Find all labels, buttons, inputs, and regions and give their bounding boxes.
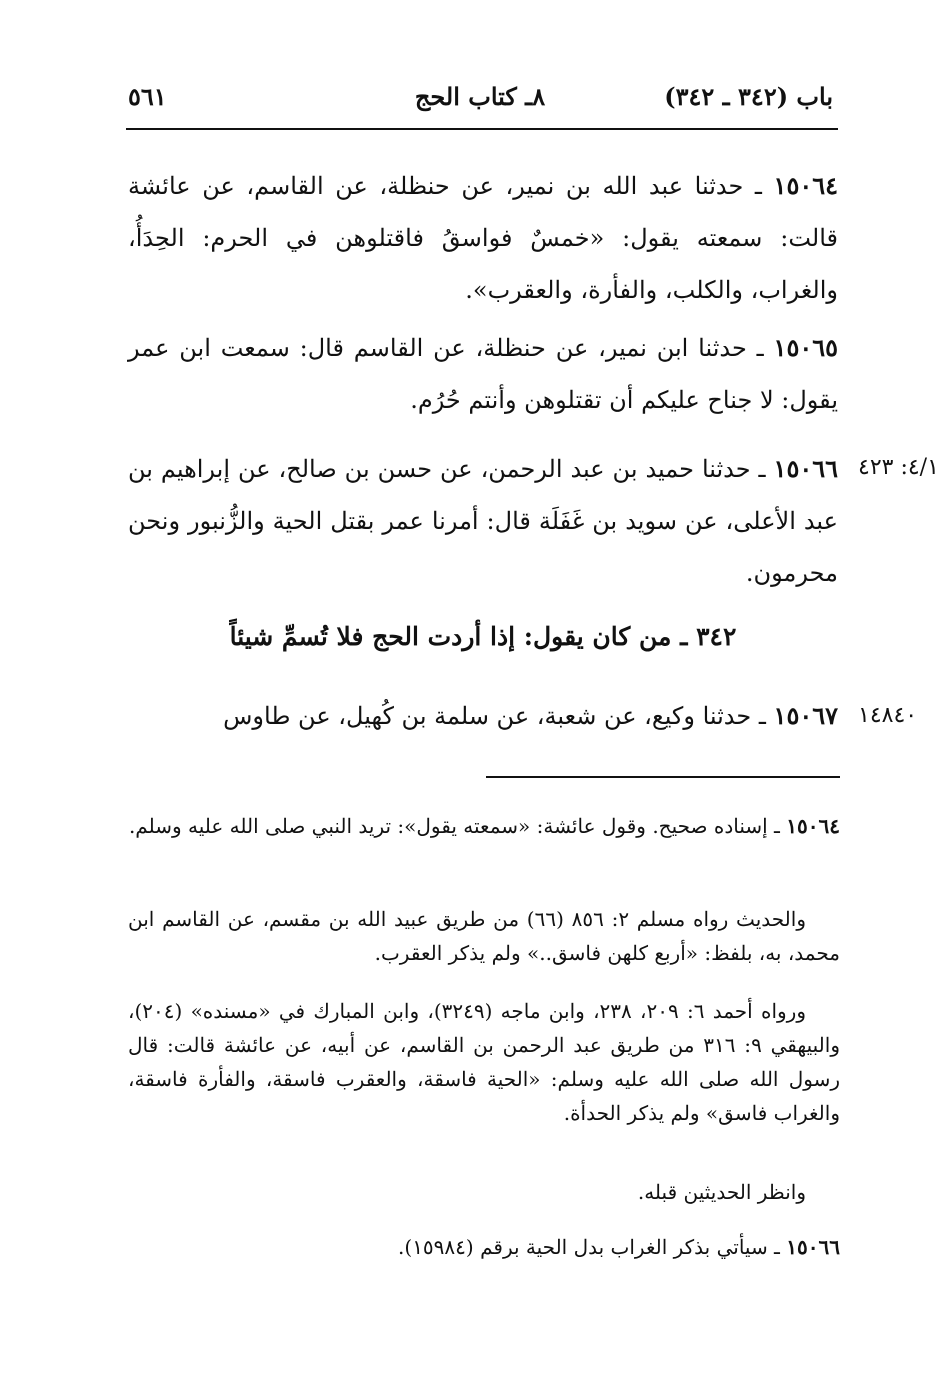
footnote-text: والحديث رواه مسلم ٢: ٨٥٦ (٦٦) من طريق عبيد الله بن مقسم، عن القاسم ابن محمد، به، بلفظ: «أربع كلهن فاسق..» ولم يذكر العقرب. bbox=[128, 907, 840, 965]
header-divider bbox=[126, 128, 838, 130]
footnote-number: ١٥٠٦٤ bbox=[786, 814, 840, 838]
hadith-15065 bbox=[128, 322, 838, 426]
footnote-text: ورواه أحمد ٦: ٢٠٩، ٢٣٨، وابن ماجه (٣٢٤٩)، وابن المبارك في «مسنده» (٢٠٤)، والبيهقي ٩: ٣١٦ من طريق عبد الرحمن بن القاسم، عن أبيه، عن عائشة قالت: قال رسول الله صلى الله عليه وسلم: «الحية فاسقة، والعقرب فاسقة، والفأرة فاسقة، والغراب فاسق» ولم يذكر الحدأة. bbox=[128, 999, 840, 1125]
footnote-15066 bbox=[128, 1230, 840, 1264]
hadith-text: ـ حدثنا ابن نمير، عن حنظلة، عن القاسم قال: سمعت ابن عمر يقول: لا جناح عليكم أن تقتلوهن وأنتم حُرُم. bbox=[128, 334, 838, 414]
hadith-number: ١٥٠٦٤ bbox=[773, 171, 838, 200]
margin-reference: ١٤٨٤٠ bbox=[858, 703, 918, 728]
hadith-text: ـ حدثنا عبد الله بن نمير، عن حنظلة، عن القاسم، عن عائشة قالت: سمعته يقول: «خمسٌ فواسقُ فاقتلوهن في الحرم: الحِدَأُ، والغراب، والكلب، والفأرة، والعقرب». bbox=[128, 172, 838, 304]
book-title-header: ٨ـ كتاب الحج bbox=[414, 82, 546, 111]
hadith-text: ـ حدثنا وكيع، عن شعبة، عن سلمة بن كُهيل، عن طاوس bbox=[223, 702, 766, 730]
footnote-15064 bbox=[128, 809, 840, 843]
chapter-range-header: باب (٣٤٢ ـ ٣٤٢) bbox=[664, 82, 833, 111]
hadith-15064 bbox=[128, 160, 838, 316]
margin-reference: ٤/١: ٤٢٣ bbox=[858, 455, 939, 480]
hadith-number: ١٥٠٦٧ bbox=[773, 701, 838, 730]
footnote-paragraph bbox=[128, 994, 840, 1130]
footnote-text: ـ إسناده صحيح. وقول عائشة: «سمعته يقول»: تريد النبي صلى الله عليه وسلم. bbox=[128, 814, 780, 838]
hadith-number: ١٥٠٦٦ bbox=[773, 454, 838, 483]
footnote-number: ١٥٠٦٦ bbox=[786, 1235, 840, 1259]
footnote-text: وانظر الحديثين قبله. bbox=[637, 1180, 806, 1204]
page-number: ٥٦١ bbox=[128, 82, 167, 111]
footnote-paragraph bbox=[128, 1175, 840, 1209]
hadith-text: ـ حدثنا حميد بن عبد الرحمن، عن حسن بن صالح، عن إبراهيم بن عبد الأعلى، عن سويد بن غَفَلَة قال: أمرنا عمر بقتل الحية والزُّنبور ونحن محرمون. bbox=[128, 455, 838, 587]
footnote-divider bbox=[486, 776, 840, 778]
hadith-15067 bbox=[128, 690, 838, 742]
hadith-15066 bbox=[128, 443, 838, 599]
hadith-number: ١٥٠٦٥ bbox=[773, 333, 838, 362]
footnote-text: ـ سيأتي بذكر الغراب بدل الحية برقم (١٥٩٨٤). bbox=[398, 1235, 780, 1259]
chapter-heading: ٣٤٢ ـ من كان يقول: إذا أردت الحج فلا تُسمِّ شيئاً bbox=[229, 622, 737, 651]
footnote-paragraph bbox=[128, 902, 840, 970]
